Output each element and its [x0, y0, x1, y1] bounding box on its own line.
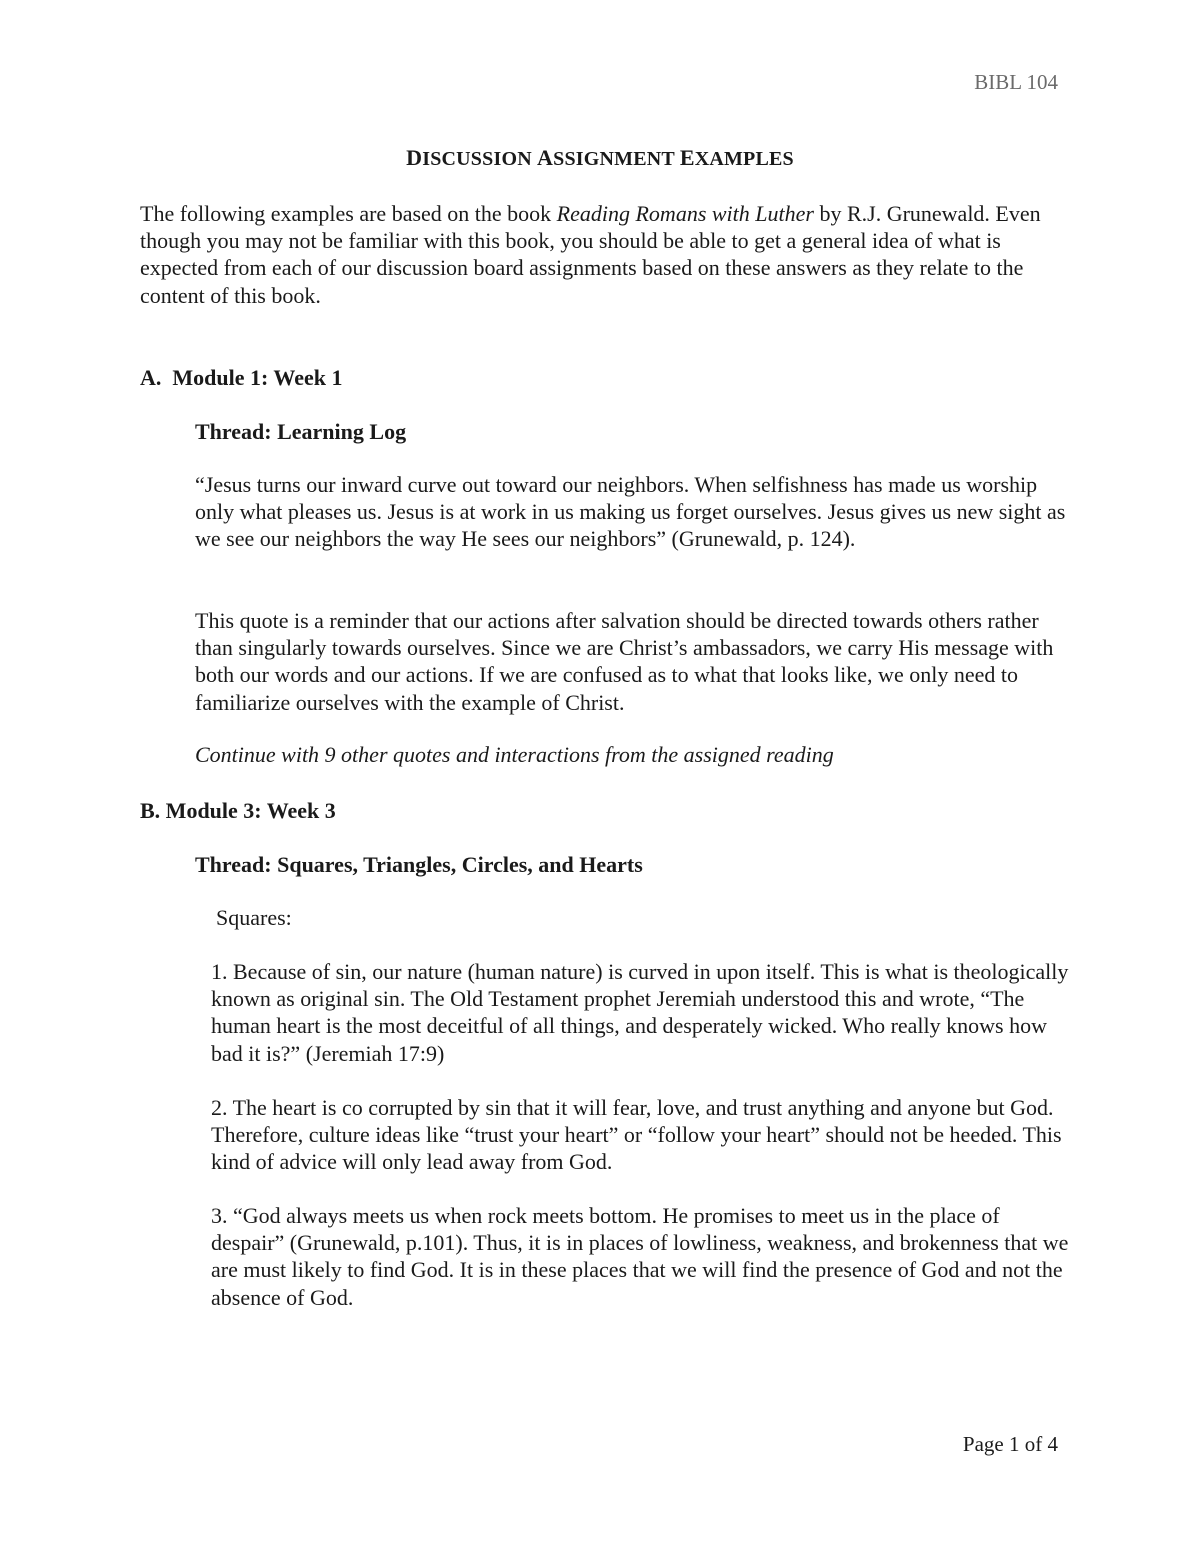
- title-cap-a: A: [537, 145, 554, 170]
- page-number: Page 1 of 4: [962, 1432, 1058, 1456]
- course-code-header: BIBL 104: [974, 70, 1058, 94]
- title-word-assignment: SSIGNMENT: [553, 148, 680, 170]
- learning-log-reflection: This quote is a reminder that our actions after salvation should be directed towards others rather than singularly towards ourselves. Since we are Christ’s ambassadors, we carry His message with both our words and our actions. If we are confused as to what that looks like, we only need to familiarize ourselves with the example of Christ.: [195, 608, 1054, 715]
- section-a-heading: A. Module 1: Week 1: [140, 365, 343, 390]
- intro-text-before: The following examples are based on the book: [140, 201, 557, 226]
- book-title: Reading Romans with Luther: [556, 201, 814, 226]
- thread-learning-log-heading: Thread: Learning Log: [195, 419, 407, 444]
- document-title: [0, 145, 1200, 171]
- squares-item-3: 3. “God always meets us when rock meets bottom. He promises to meet us in the place of despair” (Grunewald, p.101). Thus, it is in places of lowliness, weakness, and brokenness that we are must likely to find God. It is in these places that we will find the presence of God and not the absence of God.: [211, 1203, 1069, 1310]
- intro-text-after: by R.J. Grunewald. Even though you may not be familiar with this book, you should be able to get a general idea of what is expected from each of our discussion board assignments based on these answers as they relate to the content of this book.: [140, 201, 1041, 308]
- squares-item-2: 2. The heart is co corrupted by sin that it will fear, love, and trust anything and anyone but God. Therefore, culture ideas like “trust your heart” or “follow your heart” should not be heeded. This kind of advice will only lead away from God.: [211, 1095, 1062, 1175]
- title-word-examples: XAMPLES: [694, 148, 794, 170]
- thread-squares-heading: Thread: Squares, Triangles, Circles, and Hearts: [195, 852, 643, 877]
- learning-log-quote: “Jesus turns our inward curve out toward our neighbors. When selfishness has made us worship only what pleases us. Jesus is at work in us making us forget ourselves. Jesus gives us new sight as we see our neighbors the way He sees our neighbors” (Grunewald, p. 124).: [195, 472, 1066, 552]
- continue-note: Continue with 9 other quotes and interactions from the assigned reading: [195, 742, 834, 767]
- intro-paragraph: [140, 200, 1070, 309]
- title-cap-d: D: [406, 145, 423, 170]
- squares-label: Squares:: [216, 905, 292, 930]
- squares-item-1: 1. Because of sin, our nature (human nature) is curved in upon itself. This is what is theologically known as original sin. The Old Testament prophet Jeremiah understood this and wrote, “The human heart is the most deceitful of all things, and desperately wicked. Who really knows how bad it is?” (Jeremiah 17:9): [211, 959, 1069, 1066]
- title-word-discussion: ISCUSSION: [422, 148, 538, 170]
- section-b-heading: B. Module 3: Week 3: [140, 798, 336, 823]
- title-cap-e: E: [679, 145, 695, 170]
